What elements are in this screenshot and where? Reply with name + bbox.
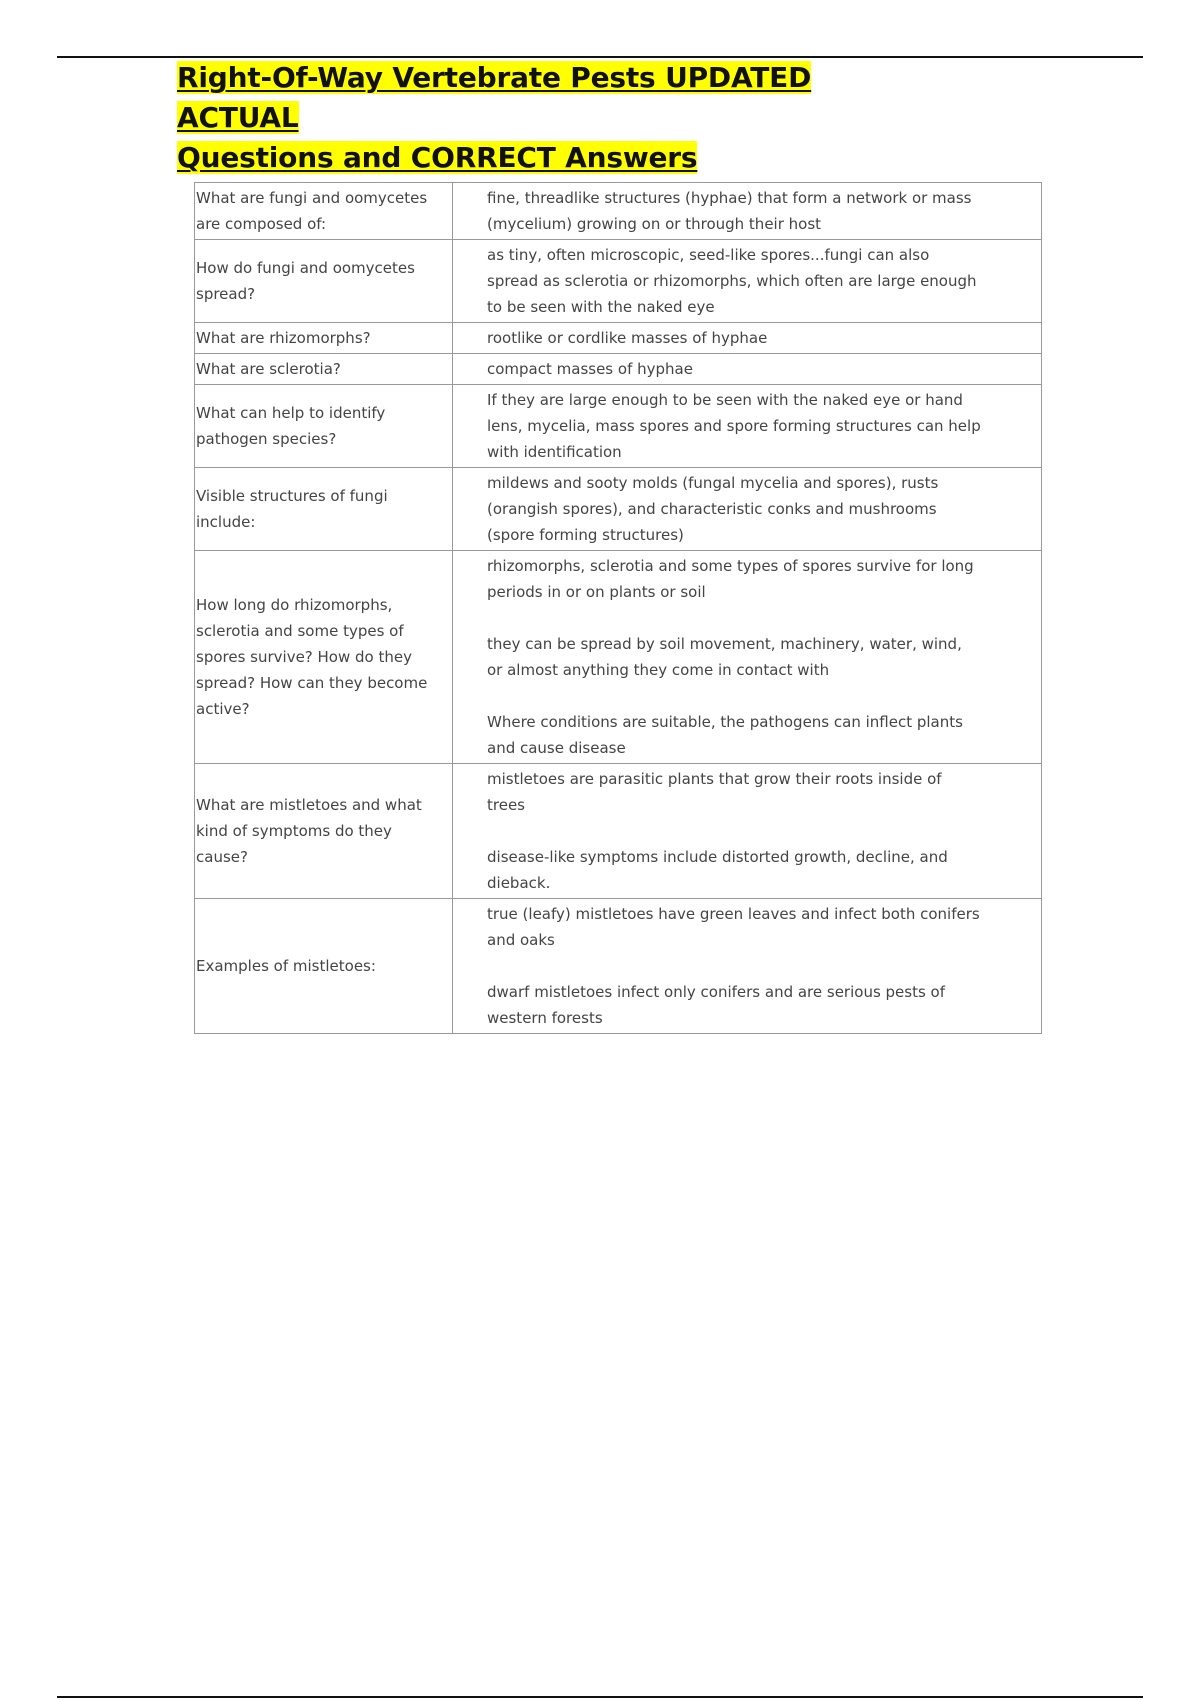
answer-text: they can be spread by soil movement, machinery, water, wind, or almost anything they come in contact with xyxy=(487,635,962,679)
title-line-1: Right-Of-Way Vertebrate Pests UPDATED ACTUAL xyxy=(177,61,812,134)
question-cell: How long do rhizomorphs, sclerotia and some types of spores survive? How do they spread? How can they become active? xyxy=(195,551,453,764)
footer-rule xyxy=(57,1696,1143,1698)
answer-cell xyxy=(453,764,1042,899)
answer-cell xyxy=(453,354,1042,385)
question-cell: Visible structures of fungi include: xyxy=(195,468,453,551)
table-row xyxy=(195,764,1042,899)
answer-text: rootlike or cordlike masses of hyphae xyxy=(487,329,768,347)
answer-cell xyxy=(453,551,1042,764)
table-row xyxy=(195,551,1042,764)
answer-text: disease-like symptoms include distorted growth, decline, and dieback. xyxy=(487,848,948,892)
table-row xyxy=(195,323,1042,354)
table-row xyxy=(195,385,1042,468)
answer-text: fine, threadlike structures (hyphae) that form a network or mass (mycelium) growing on or through their host xyxy=(487,189,972,233)
answer-text: dwarf mistletoes infect only conifers and are serious pests of western forests xyxy=(487,983,946,1027)
question-cell: What are sclerotia? xyxy=(195,354,453,385)
table-row xyxy=(195,240,1042,323)
question-cell: What are fungi and oomycetes are composed of: xyxy=(195,183,453,240)
answer-cell xyxy=(453,899,1042,1034)
question-cell: What are rhizomorphs? xyxy=(195,323,453,354)
answer-text: compact masses of hyphae xyxy=(487,360,693,378)
qa-table xyxy=(194,182,1042,1034)
question-cell: What can help to identify pathogen species? xyxy=(195,385,453,468)
answer-text: true (leafy) mistletoes have green leaves and infect both conifers and oaks xyxy=(487,905,980,949)
answer-cell xyxy=(453,385,1042,468)
answer-text: rhizomorphs, sclerotia and some types of spores survive for long periods in or on plants or soil xyxy=(487,557,974,601)
document-title xyxy=(177,58,937,178)
table-row xyxy=(195,354,1042,385)
answer-cell xyxy=(453,183,1042,240)
answer-cell xyxy=(453,468,1042,551)
question-cell: How do fungi and oomycetes spread? xyxy=(195,240,453,323)
table-row xyxy=(195,899,1042,1034)
table-row xyxy=(195,183,1042,240)
question-cell: Examples of mistletoes: xyxy=(195,899,453,1034)
table-row xyxy=(195,468,1042,551)
answer-cell xyxy=(453,240,1042,323)
answer-text: Where conditions are suitable, the pathogens can inflect plants and cause disease xyxy=(487,713,963,757)
answer-text: as tiny, often microscopic, seed-like spores...fungi can also spread as sclerotia or rhizomorphs, which often are large enough to be seen with the naked eye xyxy=(487,246,977,316)
title-line-2: Questions and CORRECT Answers xyxy=(177,141,698,174)
answer-cell xyxy=(453,323,1042,354)
question-cell: What are mistletoes and what kind of symptoms do they cause? xyxy=(195,764,453,899)
answer-text: If they are large enough to be seen with the naked eye or hand lens, mycelia, mass spores and spore forming structures can help with identification xyxy=(487,391,981,461)
answer-text: mistletoes are parasitic plants that grow their roots inside of trees xyxy=(487,770,942,814)
answer-text: mildews and sooty molds (fungal mycelia and spores), rusts (orangish spores), and characteristic conks and mushrooms (spore forming structures) xyxy=(487,474,939,544)
